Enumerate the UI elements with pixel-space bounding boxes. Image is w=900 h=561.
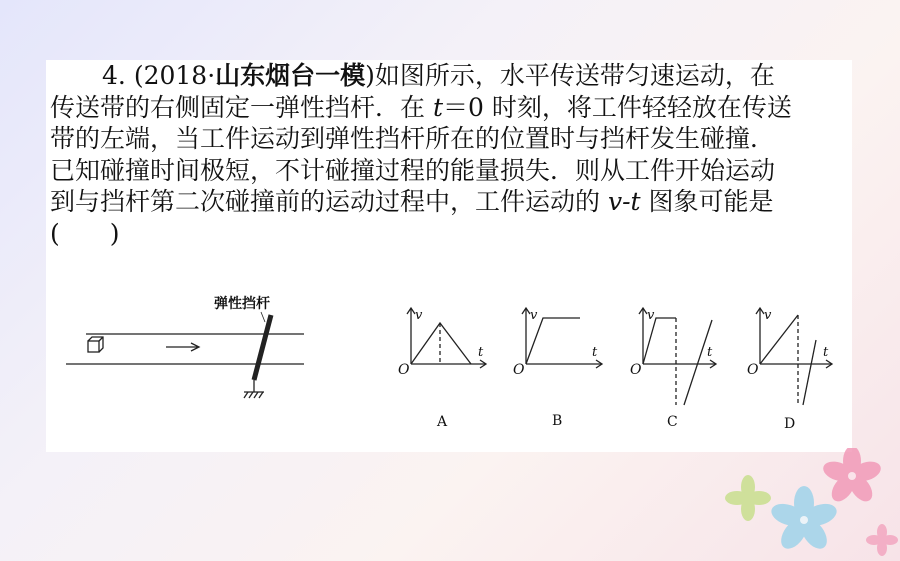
question-line-4: 已知碰撞时间极短，不计碰撞过程的能量损失．则从工件开始运动 [50, 155, 776, 185]
barrier-label: 弹性挡杆 [214, 296, 270, 312]
question-line-5a: 到与挡杆第二次碰撞前的运动过程中，工件运动的 [50, 187, 608, 216]
option-d-axis-t: t [823, 345, 829, 360]
workpiece-box [88, 337, 103, 352]
option-a-origin: O [398, 362, 410, 378]
small-pink-blossom [866, 524, 898, 556]
blue-flower [769, 486, 840, 553]
option-a-letter: A [437, 414, 448, 430]
option-c-origin: O [630, 362, 642, 378]
option-b-origin: O [513, 362, 525, 378]
option-c-axis-v: v [647, 308, 655, 323]
question-line-5b: 图象可能是 [640, 187, 774, 216]
answer-blank: ( ) [50, 218, 120, 248]
option-d-letter: D [784, 416, 796, 432]
question-line-2b: ＝0 时刻，将工件轻轻放在传送 [443, 92, 792, 122]
velocity-arrow [166, 343, 199, 351]
option-d-axis-v: v [764, 308, 772, 323]
option-d-origin: O [747, 362, 759, 378]
question-line-3: 带的左端，当工件运动到弹性挡杆所在的位置时与挡杆发生碰撞． [50, 124, 776, 153]
conveyor-diagram [66, 312, 304, 398]
option-b-letter: B [552, 413, 563, 429]
variable-t: t [432, 92, 443, 122]
question-source-open: (2018· [133, 61, 216, 90]
option-c-axis-t: t [707, 345, 713, 360]
option-a-axis-v: v [415, 308, 423, 323]
question-number: 4. [102, 61, 126, 90]
question-source-close: ) [365, 61, 375, 90]
option-c-letter: C [667, 414, 678, 430]
option-b-axis-t: t [592, 345, 598, 360]
pink-flower [821, 448, 884, 506]
flower-decoration-icon [724, 448, 900, 561]
question-line-1: 如图所示，水平传送带匀速运动，在 [374, 61, 775, 90]
option-a-axis-t: t [478, 345, 484, 360]
question-line-2a: 传送带的右侧固定一弹性挡杆．在 [50, 92, 433, 122]
option-b-axis-v: v [530, 308, 538, 323]
variable-vt: v-t [607, 187, 641, 216]
question-source-name: 山东烟台一模 [215, 61, 366, 90]
question-figure [46, 60, 852, 452]
barrier-label-leader [261, 312, 265, 322]
question-card [46, 60, 852, 452]
green-leaf [725, 475, 771, 521]
elastic-barrier-rod [254, 315, 271, 380]
ground-hatch [244, 392, 263, 398]
